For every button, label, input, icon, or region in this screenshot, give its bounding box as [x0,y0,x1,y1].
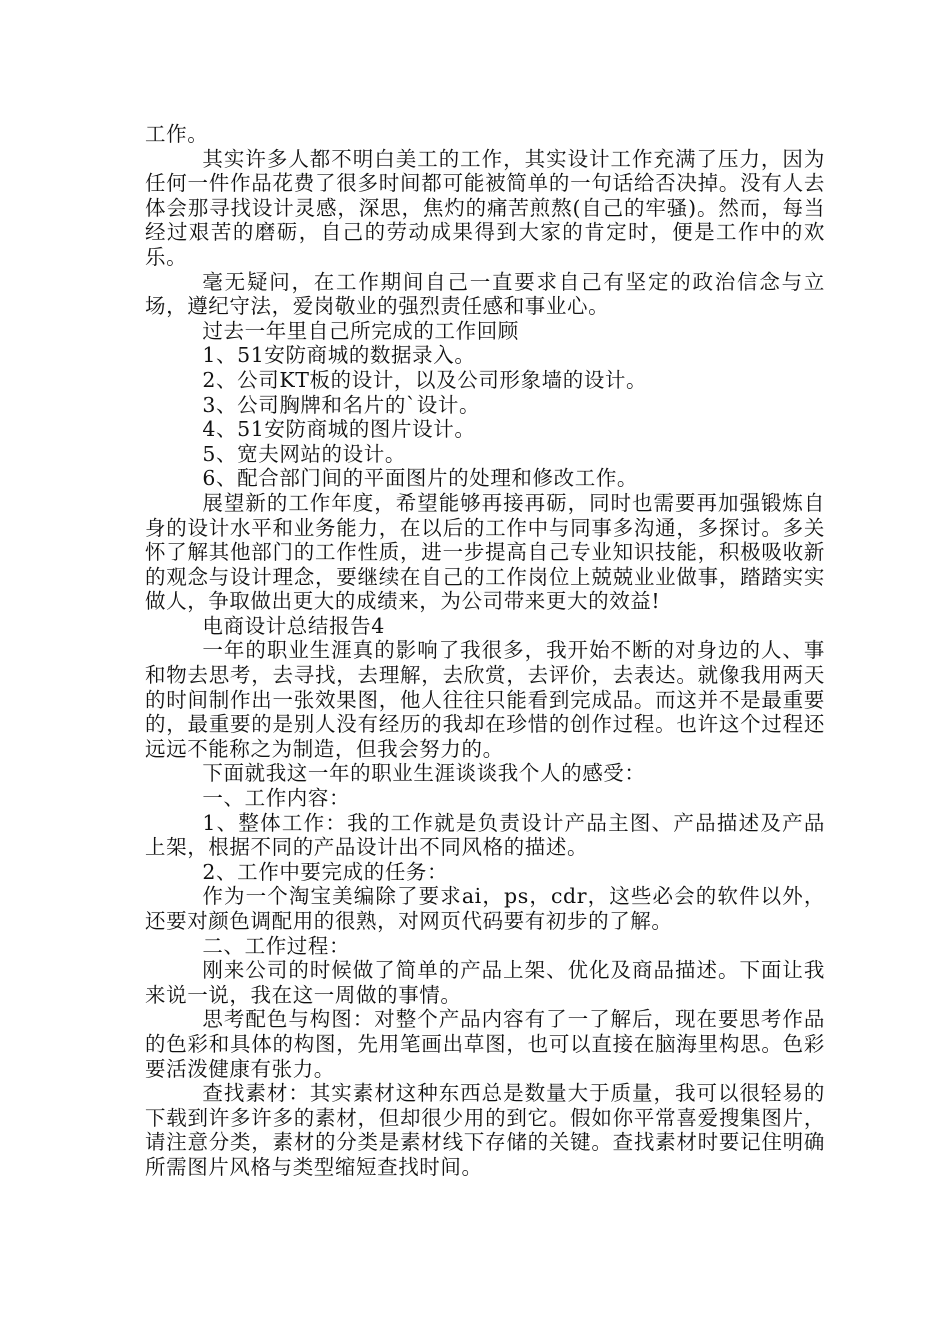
paragraph: 毫无疑问，在工作期间自己一直要求自己有坚定的政治信念与立场，遵纪守法，爱岗敬业的强烈责任感和事业心。 [145,269,825,319]
list-item: 2、公司KT板的设计，以及公司形象墙的设计。 [202,367,648,392]
paragraph: 1、整体工作：我的工作就是负责设计产品主图、产品描述及产品上架，根据不同的产品设计出不同风格的描述。 [145,810,825,860]
list-item: 3、公司胸牌和名片的`设计。 [202,392,481,417]
list-item: 4、51安防商城的图片设计。 [202,417,476,442]
paragraph: 2、工作中要完成的任务： [202,859,449,884]
paragraph: 展望新的工作年度，希望能够再接再砺，同时也需要再加强锻炼自身的设计水平和业务能力，在以后的工作中与同事多沟通，多探讨。多关怀了解其他部门的工作性质，进一步提高自己专业知识技能，积极吸收新的观念与设计理念，要继续在自己的工作岗位上兢兢业业做事，踏踏实实做人，争取做出更大的成绩来，为公司带来更大的效益! [145,490,825,614]
section-title: 电商设计总结报告4 [202,613,385,638]
paragraph: 一年的职业生涯真的影响了我很多，我开始不断的对身边的人、事和物去思考，去寻找，去理解，去欣赏，去评价，去表达。就像我用两天的时间制作出一张效果图，他人往往只能看到完成品。而这并不是最重要的，最重要的是别人没有经历的我却在珍惜的创作过程。也许这个过程还远远不能称之为制造，但我会努力的。 [145,638,825,761]
paragraph: 思考配色与构图：对整个产品内容有了一了解后，现在要思考作品的色彩和具体的构图，先用笔画出草图，也可以直接在脑海里构思。色彩要活泼健康有张力。 [145,1007,825,1081]
paragraph: 查找素材：其实素材这种东西总是数量大于质量，我可以很轻易的下载到许多许多的素材，但却很少用的到它。假如你平常喜爱搜集图片，请注意分类，素材的分类是素材线下存储的关键。查找素材时要记住明确所需图片风格与类型缩短查找时间。 [145,1081,825,1179]
paragraph: 刚来公司的时候做了简单的产品上架、优化及商品描述。下面让我来说一说，我在这一周做的事情。 [145,958,825,1007]
section-heading: 一、工作内容： [202,786,351,811]
document-body [145,122,825,1180]
paragraph: 作为一个淘宝美编除了要求ai，ps，cdr，这些必会的软件以外，还要对颜色调配用的很熟，对网页代码要有初步的了解。 [145,884,825,933]
paragraph: 其实许多人都不明白美工的工作，其实设计工作充满了压力，因为任何一件作品花费了很多时间都可能被简单的一句话给否决掉。没有人去体会那寻找设计灵感，深思，焦灼的痛苦煎熬(自己的牢骚)。然而，每当经过艰苦的磨砺，自己的劳动成果得到大家的肯定时，便是工作中的欢乐。 [145,146,825,269]
section-heading: 过去一年里自己所完成的工作回顾 [202,318,519,343]
paragraph: 工作。 [145,122,209,146]
paragraph: 下面就我这一年的职业生涯谈谈我个人的感受： [202,761,646,786]
list-item: 5、宽夫网站的设计。 [202,441,406,466]
list-item: 1、51安防商城的数据录入。 [202,343,476,368]
section-heading: 二、工作过程： [202,933,351,958]
list-item: 6、配合部门间的平面图片的处理和修改工作。 [202,466,639,491]
